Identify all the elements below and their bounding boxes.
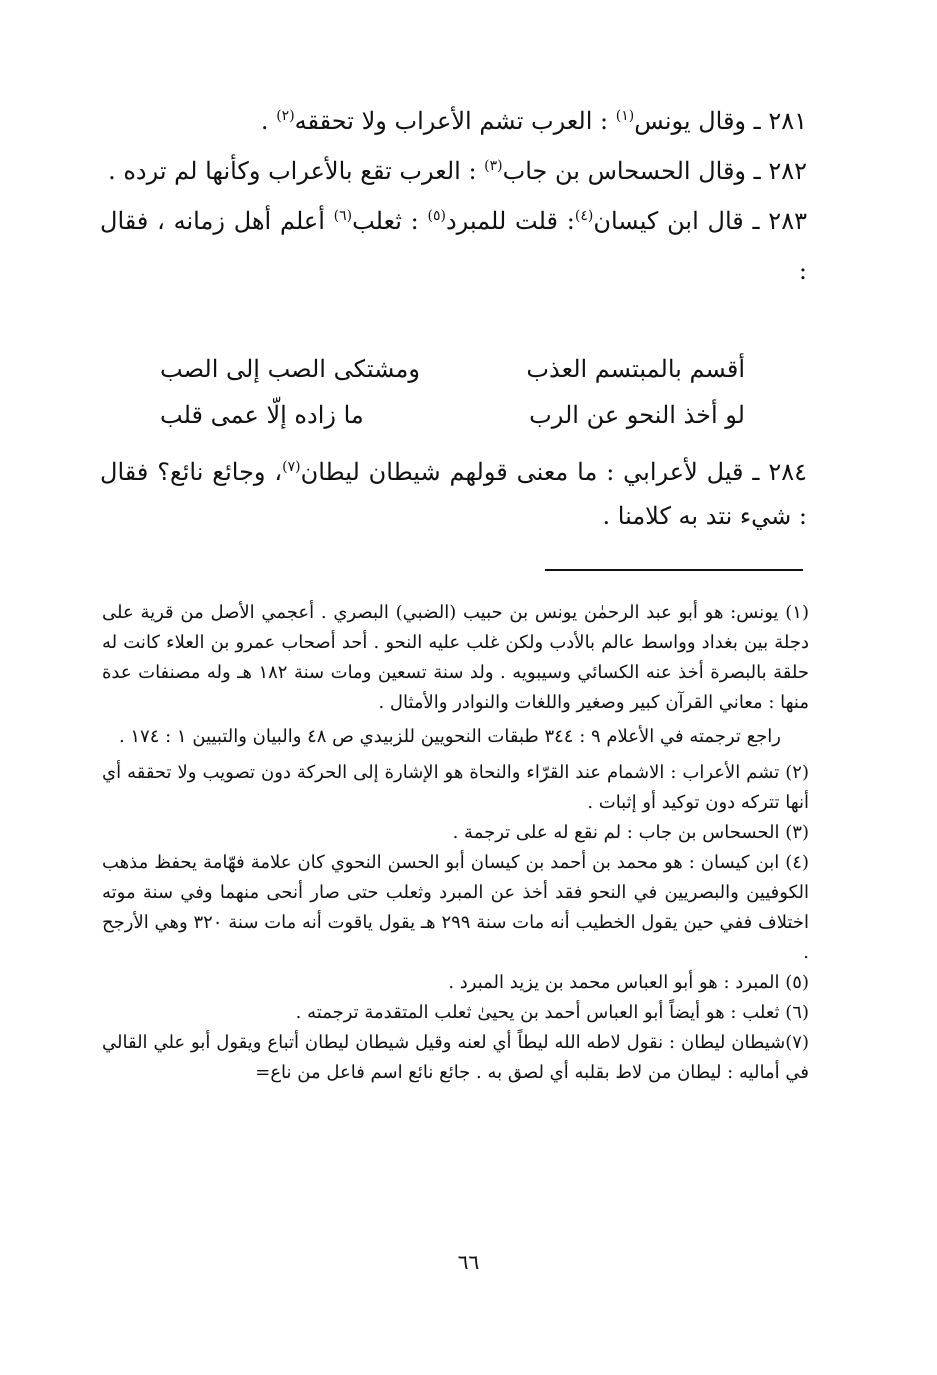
entry-number: ٢٨٢ ـ [753, 157, 807, 185]
footnote-text: شيطان ليطان : نقول لاطه الله ليطاً أي لعنه وقيل شيطان ليطان أتباع ويقول أبو علي القالي في أماليه : ليطان من لاط بقلبه أي لصق به . جائع نائع اسم فاعل من ناع= [102, 1032, 809, 1083]
footnote-1 [102, 598, 809, 718]
entry-282 [100, 146, 807, 196]
footnote-mark: (٣) [785, 822, 809, 843]
footnote-text: الحسحاس بن جاب : لم نقع له على ترجمة . [452, 822, 780, 843]
entry-text: قال ابن كيسان [593, 207, 744, 235]
poem [160, 346, 745, 438]
footnote-mark: (٥) [785, 972, 809, 993]
footnote-mark: (٧) [785, 1032, 809, 1053]
footnote-ref: (٧) [282, 459, 301, 475]
footnote-mark: (٤) [785, 852, 809, 873]
entry-text: : ثعلب [352, 207, 428, 235]
footnote-text: المبرد : هو أبو العباس محمد بن يزيد المبرد . [448, 972, 780, 993]
footnote-4 [102, 848, 809, 968]
entry-283 [100, 196, 807, 296]
poem-verse [160, 392, 745, 438]
footnote-ref: (٤) [574, 208, 594, 224]
footnote-ref: (٥) [427, 208, 446, 224]
entry-number: ٢٨٤ ـ [752, 458, 808, 486]
footnotes [102, 598, 809, 1088]
entry-number: ٢٨٣ ـ [752, 207, 807, 235]
footnote-3 [102, 818, 809, 848]
entry-text: : قلت للمبرد [445, 207, 575, 235]
footnote-7 [102, 1028, 809, 1088]
entry-text: وقال يونس [634, 107, 747, 135]
footnote-text: يونس: هو أبو عبد الرحمٰن يونس بن حبيب (الضبي) البصري . أعجمي الأصل من قرية على دجلة بين بغداد وواسط عالم بالأدب ولكن غلب عليه النحو . أحد أصحاب عمرو بن العلاء كانت له حلقة بالبصرة أخذ عنه الكسائي وسيبويه . ولد سنة تسعين ومات سنة ١٨٢ هـ وله مصنفات عدة منها : معاني القرآن كبير وصغير واللغات والنوادر والأمثال . [102, 602, 809, 713]
entry-281 [100, 96, 807, 146]
entry-284-text [100, 450, 807, 538]
footnote-mark: (٢) [785, 762, 809, 783]
footnote-mark: (١) [785, 602, 809, 623]
footnote-2 [102, 758, 809, 818]
entry-text: ، وجائع نائع؟ فقال : شيء نتد به كلامنا . [100, 458, 807, 530]
footnote-6 [102, 998, 809, 1028]
footnote-1-continuation: راجع ترجمته في الأعلام ٩ : ٣٤٤ طبقات النحويين للزبيدي ص ٤٨ والبيان والتبيين ١ : ١٧٤ . [118, 726, 781, 747]
footnote-divider [545, 569, 803, 571]
footnote-ref: (٣) [484, 158, 503, 174]
page-number: ٦٦ [457, 1250, 480, 1274]
poem-hemistich-second: ومشتكى الصب إلى الصب [160, 355, 420, 383]
footnote-ref: (٢) [276, 108, 295, 124]
footnote-text: ثعلب : هو أيضاً أبو العباس أحمد بن يحيىٰ ثعلب المتقدمة ترجمته . [295, 1002, 780, 1023]
entry-text: قيل لأعرابي : ما معنى قولهم شيطان ليطان [300, 458, 744, 486]
poem-hemistich-first: أقسم بالمبتسم العذب [526, 355, 745, 383]
footnote-5 [102, 968, 809, 998]
entry-text: أعلم أهل زمانه ، فقال : [100, 207, 807, 285]
entry-text: . [260, 107, 277, 135]
poem-hemistich-first: لو أخذ النحو عن الرب [529, 401, 745, 429]
poem-hemistich-second: ما زاده إلّا عمى قلب [160, 401, 364, 429]
entry-text: : العرب تقع بالأعراب وكأنها لم ترده . [108, 157, 485, 185]
entry-number: ٢٨١ ـ [753, 107, 807, 135]
footnote-mark: (٦) [785, 1002, 809, 1023]
entry-284 [100, 450, 807, 538]
entry-text: وقال الحسحاس بن جاب [502, 157, 747, 185]
footnote-ref: (٦) [333, 208, 353, 224]
poem-verse [160, 346, 745, 392]
footnote-text: ابن كيسان : هو محمد بن أحمد بن كيسان أبو الحسن النحوي كان علامة فهّامة يحفظ مذهب الكوفيين والبصريين في النحو فقد أخذ عن المبرد وثعلب حتى صار أنحى منهما وفي سنة موته اختلاف ففي حين يقول الخطيب أنه مات سنة ٢٩٩ هـ يقول ياقوت أنه مات سنة ٣٢٠ وهي الأرجح . [102, 852, 809, 963]
main-text [100, 96, 807, 296]
footnote-ref: (١) [615, 108, 635, 124]
footnote-text: تشم الأعراب : الاشمام عند القرّاء والنحاة هو الإشارة إلى الحركة دون تصويب ولا تحققه أي أنها تتركه دون توكيد أو إثبات . [102, 762, 809, 813]
entry-text: : العرب تشم الأعراب ولا تحققه [294, 107, 616, 135]
